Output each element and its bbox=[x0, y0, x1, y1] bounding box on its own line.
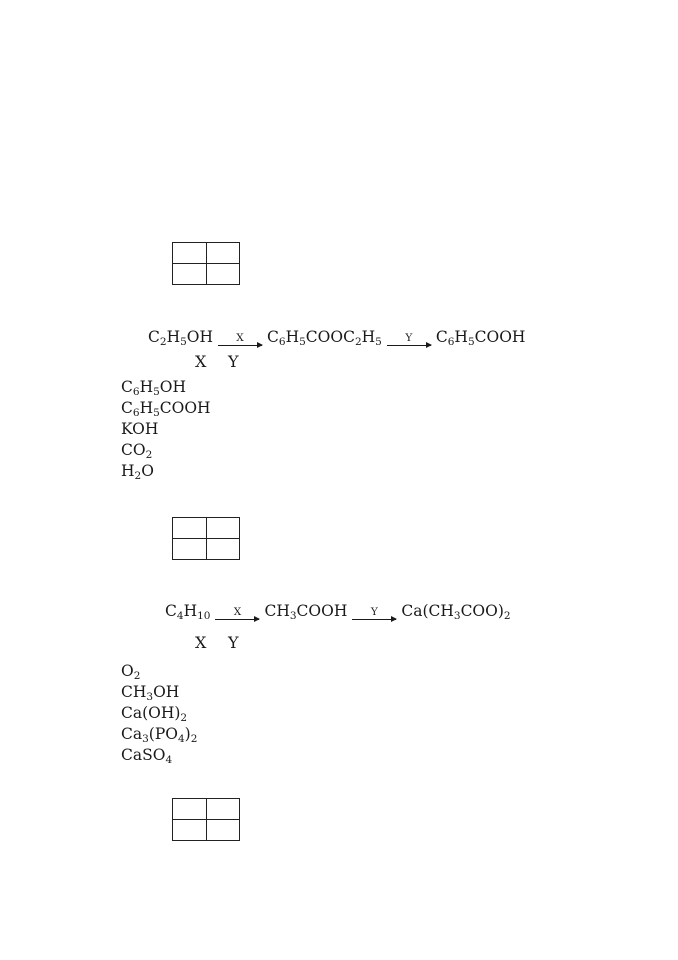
reaction-arrow-y bbox=[352, 607, 396, 620]
answer-grid-2[interactable] bbox=[172, 517, 240, 560]
x-label: X bbox=[195, 633, 207, 652]
reagent-option: $C_6H_5OH$ bbox=[121, 378, 187, 398]
reagent-list-1 bbox=[121, 377, 211, 482]
reagent-option: $C_6H_5COOH$ bbox=[121, 399, 211, 419]
reaction-scheme-2 bbox=[165, 602, 511, 621]
reagent-list-2 bbox=[121, 661, 197, 766]
scheme-middle: $CH_3COOH$ bbox=[264, 602, 348, 622]
grid-cell[interactable] bbox=[173, 799, 207, 820]
reaction-arrow-x bbox=[218, 333, 262, 346]
reaction-scheme-1 bbox=[148, 328, 525, 347]
xy-labels-1 bbox=[195, 352, 261, 371]
arrow-label: Y bbox=[370, 606, 378, 618]
scheme-start: $C_2H_5OH$ bbox=[148, 328, 214, 348]
grid-cell[interactable] bbox=[173, 518, 207, 539]
scheme-start: $C_4H_{10}$ bbox=[165, 602, 211, 622]
grid-cell[interactable] bbox=[173, 264, 207, 285]
reagent-option: $Ca_3(PO_4)_2$ bbox=[121, 725, 198, 745]
y-label: Y bbox=[228, 633, 239, 652]
grid-cell[interactable] bbox=[206, 243, 240, 264]
grid-cell[interactable] bbox=[173, 539, 207, 560]
reagent-option: $O_2$ bbox=[121, 662, 141, 682]
x-label: X bbox=[195, 352, 207, 371]
y-label: Y bbox=[228, 352, 239, 371]
reagent-option: KOH bbox=[121, 420, 159, 438]
reagent-option: $H_2O$ bbox=[121, 462, 154, 482]
answer-grid-1[interactable] bbox=[172, 242, 240, 285]
reagent-option: CaSO$_4$ bbox=[121, 746, 173, 766]
grid-cell[interactable] bbox=[173, 243, 207, 264]
scheme-end: $Ca(CH_3COO)_2$ bbox=[401, 602, 511, 622]
grid-cell[interactable] bbox=[206, 264, 240, 285]
arrow-label: X bbox=[236, 332, 244, 344]
reaction-arrow-y bbox=[387, 333, 431, 346]
scheme-end: $C_6H_5COOH$ bbox=[435, 328, 526, 348]
grid-cell[interactable] bbox=[206, 820, 240, 841]
arrow-label: Y bbox=[405, 332, 413, 344]
scheme-middle: $C_6H_5COOC_2H_5$ bbox=[267, 328, 382, 348]
answer-grid-3[interactable] bbox=[172, 798, 240, 841]
reaction-arrow-x bbox=[215, 607, 259, 620]
grid-cell[interactable] bbox=[206, 799, 240, 820]
arrow-label: X bbox=[233, 606, 242, 618]
xy-labels-2 bbox=[195, 633, 261, 652]
grid-cell[interactable] bbox=[206, 518, 240, 539]
reagent-option: $Ca(OH)_2$ bbox=[121, 704, 188, 724]
reagent-option: $CO_2$ bbox=[121, 441, 153, 461]
reagent-option: $CH_3OH$ bbox=[121, 683, 180, 703]
grid-cell[interactable] bbox=[206, 539, 240, 560]
grid-cell[interactable] bbox=[173, 820, 207, 841]
